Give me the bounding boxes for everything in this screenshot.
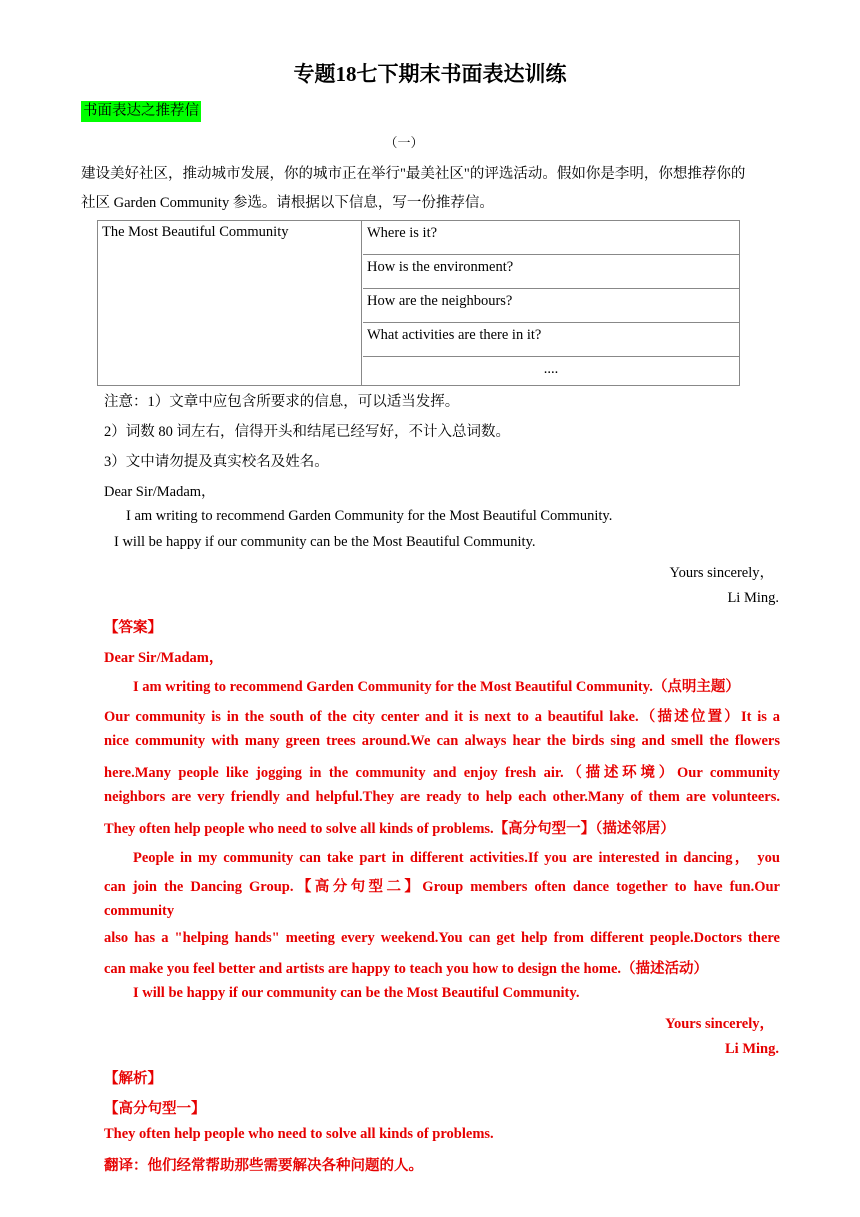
letter-signoff: Yours sincerely， [669,565,774,581]
answer-line: Our community is in the south of the city center and it is next to a beautiful lake.（描述位置）It is a [104,709,780,725]
answer-salutation: Dear Sir/Madam， [104,650,224,666]
note-line: 2）词数 80 词左右，信得开头和结尾已经写好，不计入总词数。 [104,424,510,440]
table-row: How are the neighbours? [363,289,739,323]
letter-closing: I will be happy if our community can be the Most Beautiful Community. [114,534,536,550]
answer-line: can make you feel better and artists are happy to teach you how to design the home.（描述活动） [104,961,709,977]
section-tag: 书面表达之推荐信 [81,101,201,122]
note-line: 注意：1）文章中应包含所要求的信息，可以适当发挥。 [104,394,460,410]
analysis-subheading: 【高分句型一】 [104,1101,206,1117]
answer-heading: 【答案】 [104,620,162,636]
table-row: .... [543,361,559,377]
answer-name: Li Ming. [725,1041,779,1057]
answer-line: People in my community can take part in different activities.If you are interested in dancing， you [133,850,780,866]
answer-line: nice community with many green trees around.We can always hear the birds sing and smell the flowers [104,733,780,749]
analysis-sentence: They often help people who need to solve all kinds of problems. [104,1126,494,1142]
analysis-heading: 【解析】 [104,1071,162,1087]
letter-opening: I am writing to recommend Garden Community for the Most Beautiful Community. [126,508,613,524]
answer-line: here.Many people like jogging in the community and enjoy fresh air.（描述环境）Our community [104,765,780,781]
answer-line: also has a "helping hands" meeting every weekend.You can get help from different people.Doctors there [104,930,780,946]
letter-name: Li Ming. [727,590,779,606]
table-left-cell: The Most Beautiful Community [98,221,362,385]
info-table [97,220,740,386]
table-row: How is the environment? [363,255,739,289]
prompt-line: 社区 Garden Community 参选。请根据以下信息，写一份推荐信。 [81,195,494,211]
analysis-translation: 翻译：他们经常帮助那些需要解决各种问题的人。 [104,1158,423,1174]
answer-signoff: Yours sincerely， [665,1016,774,1032]
answer-line: community [104,903,175,919]
answer-line: can join the Dancing Group.【高分句型二】Group members often dance together to have fun.Our [104,879,780,895]
table-row: Where is it? [363,221,739,255]
prompt-line: 建设美好社区，推动城市发展，你的城市正在举行"最美社区"的评选活动。假如你是李明，你想推荐你的 [81,166,746,182]
answer-line: I will be happy if our community can be the Most Beautiful Community. [133,985,580,1001]
note-line: 3）文中请勿提及真实校名及姓名。 [104,454,329,470]
table-row: What activities are there in it? [363,323,739,357]
subsection-number: （一） [384,135,424,150]
letter-salutation: Dear Sir/Madam， [104,484,216,500]
answer-line: They often help people who need to solve all kinds of problems.【高分句型一】（描述邻居） [104,821,675,837]
answer-line: neighbors are very friendly and helpful.They are ready to help each other.Many of them are volunteers. [104,789,780,805]
answer-line: I am writing to recommend Garden Community for the Most Beautiful Community.（点明主题） [133,679,740,695]
page-title: 专题18七下期末书面表达训练 [293,62,567,86]
